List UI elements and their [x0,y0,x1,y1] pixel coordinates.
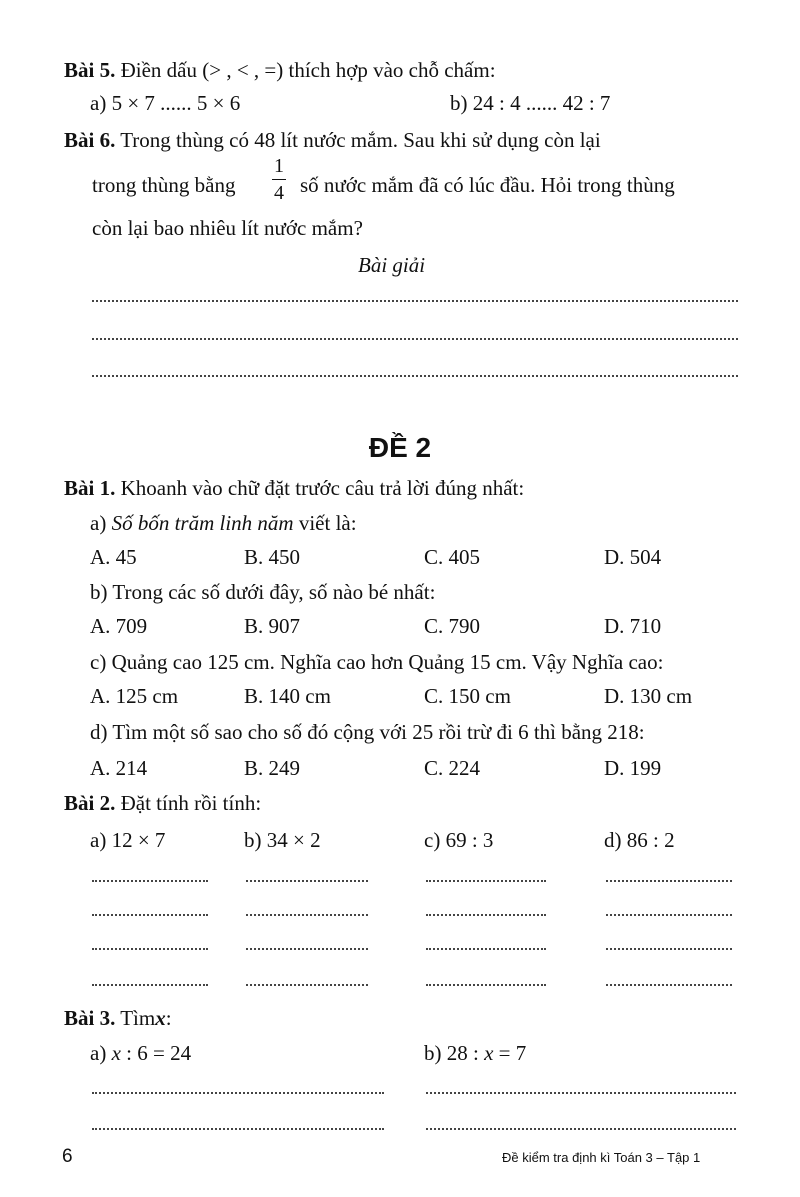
work-line[interactable] [426,1092,736,1094]
question-b: b) Trong các số dưới đây, số nào bé nhất: [90,580,436,604]
bai6-line3: còn lại bao nhiêu lít nước mắm? [92,216,363,240]
bai3-b-prefix: b) 28 : [424,1041,479,1065]
question-d: d) Tìm một số sao cho số đó cộng với 25 rồi trừ đi 6 thì bằng 218: [90,720,645,744]
work-line[interactable] [426,1128,736,1130]
work-line[interactable] [246,880,368,882]
bai5-item-b: b) 24 : 4 ...... 42 : 7 [450,91,611,115]
option[interactable]: D. 199 [604,756,662,780]
option[interactable]: B. 450 [244,545,301,569]
question-c: c) Quảng cao 125 cm. Nghĩa cao hơn Quảng 15 cm. Vậy Nghĩa cao: [90,650,664,674]
work-line[interactable] [426,948,546,950]
fraction-numerator: 1 [274,155,284,177]
option[interactable]: D. 710 [604,614,662,638]
bai3-item-a [90,1043,191,1064]
option[interactable]: A. 709 [90,614,148,638]
work-line[interactable] [92,984,208,986]
bai6-line2-after: số nước mắm đã có lúc đầu. Hỏi trong thùng [300,173,675,197]
work-line[interactable] [246,914,368,916]
work-line[interactable] [426,914,546,916]
bai2-item-a: a) 12 × 7 [90,828,166,852]
bai3-a-rest: : 6 = 24 [126,1041,192,1065]
work-line[interactable] [426,984,546,986]
solution-heading: Bài giải [358,253,426,277]
fraction-bar [272,179,286,180]
question-a-italic: Số bốn trăm linh năm [111,511,294,535]
bai3-label: Bài 3. [64,1006,116,1030]
bai1-heading [64,478,524,499]
option[interactable]: A. 45 [90,545,137,569]
bai5-prompt: Điền dấu (> , < , =) thích hợp vào chỗ chấm: [120,58,496,82]
work-line[interactable] [92,948,208,950]
bai3-colon: : [165,1006,172,1030]
bai6-label: Bài 6. [64,128,116,152]
bai1-label: Bài 1. [64,476,116,500]
bai3-a-var: x [111,1041,121,1065]
option[interactable]: C. 405 [424,545,481,569]
answer-line[interactable] [92,300,738,302]
work-line[interactable] [606,948,732,950]
work-line[interactable] [92,1128,384,1130]
section-title: ĐỀ 2 [368,432,432,463]
option[interactable]: B. 249 [244,756,301,780]
fraction-one-quarter [272,156,286,203]
bai3-heading [64,1008,172,1029]
bai2-label: Bài 2. [64,791,116,815]
option[interactable]: C. 150 cm [424,684,511,708]
bai5-heading [64,60,496,81]
work-line[interactable] [606,914,732,916]
question-a-suffix: viết là: [298,511,357,535]
question-a [90,513,357,534]
bai2-heading [64,793,261,814]
bai2-item-b: b) 34 × 2 [244,828,321,852]
bai6-line2-before: trong thùng bằng [92,173,236,197]
bai1-prompt: Khoanh vào chữ đặt trước câu trả lời đúng nhất: [120,476,525,500]
bai3-item-b [424,1043,526,1064]
work-line[interactable] [92,914,208,916]
bai2-prompt: Đặt tính rồi tính: [120,791,262,815]
option[interactable]: B. 140 cm [244,684,331,708]
book-title: Đề kiểm tra định kì Toán 3 – Tập 1 [502,1150,701,1165]
bai5-label: Bài 5. [64,58,116,82]
option[interactable]: C. 224 [424,756,481,780]
bai3-prompt: Tìm [120,1006,156,1030]
option[interactable]: A. 125 cm [90,684,179,708]
work-line[interactable] [92,880,208,882]
bai3-a-prefix: a) [90,1041,107,1065]
option[interactable]: B. 907 [244,614,301,638]
bai3-b-var: x [484,1041,494,1065]
work-line[interactable] [426,880,546,882]
bai3-var: x [155,1006,166,1030]
work-line[interactable] [606,880,732,882]
question-a-prefix: a) [90,511,107,535]
bai2-item-d: d) 86 : 2 [604,828,675,852]
work-line[interactable] [246,948,368,950]
bai6-line1 [64,130,601,151]
answer-line[interactable] [92,375,738,377]
fraction-denominator: 4 [274,182,284,204]
answer-line[interactable] [92,338,738,340]
bai5-item-a: a) 5 × 7 ...... 5 × 6 [90,91,241,115]
option[interactable]: D. 504 [604,545,662,569]
bai3-b-rest: = 7 [498,1041,527,1065]
page-number: 6 [62,1146,73,1167]
work-line[interactable] [92,1092,384,1094]
work-line[interactable] [606,984,732,986]
work-line[interactable] [246,984,368,986]
option[interactable]: A. 214 [90,756,148,780]
option[interactable]: D. 130 cm [604,684,693,708]
bai6-text-line1: Trong thùng có 48 lít nước mắm. Sau khi sử dụng còn lại [120,128,601,152]
bai2-item-c: c) 69 : 3 [424,828,494,852]
option[interactable]: C. 790 [424,614,481,638]
